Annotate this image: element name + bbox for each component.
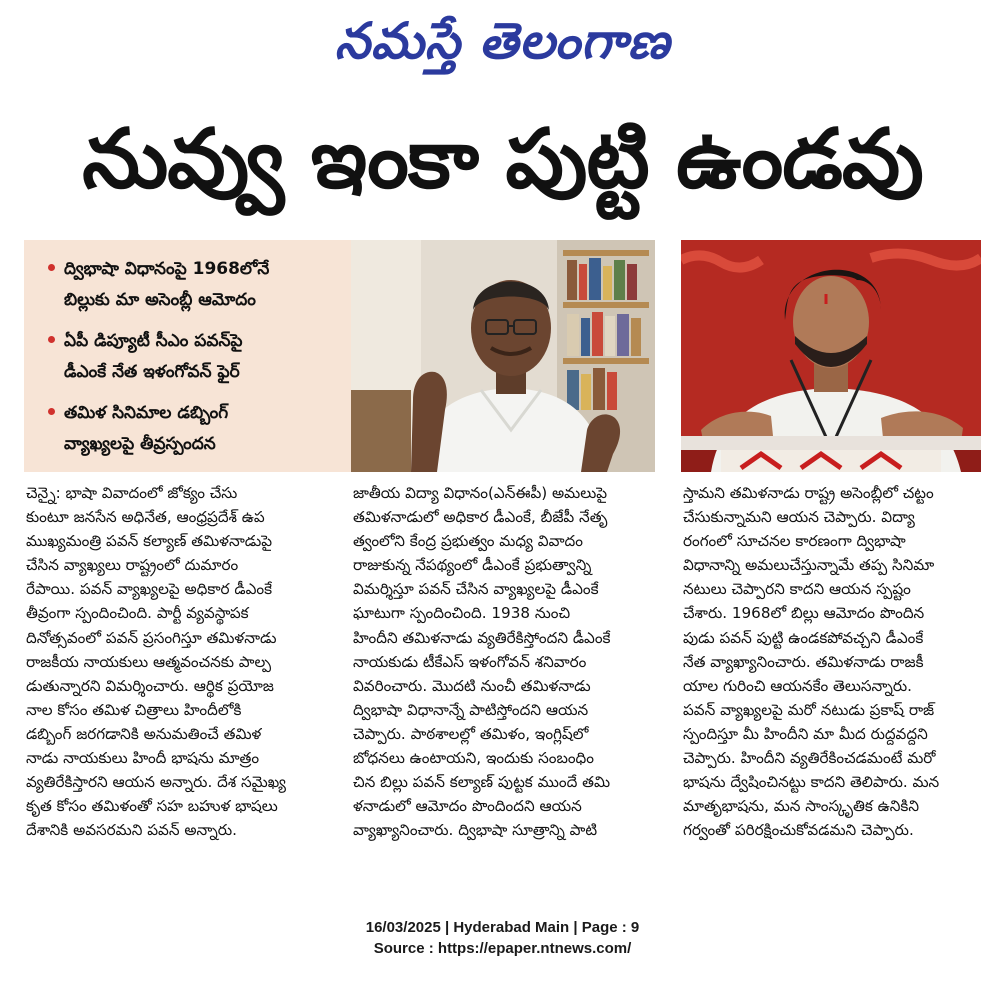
highlight-line: బిల్లుకు మా అసెంబ్లీ ఆమోదం: [64, 290, 256, 310]
article-line: బోధనలు ఉంటాయని, ఇందుకు సంబంధిం: [353, 749, 594, 768]
highlight-line: వ్యాఖ్యలపై తీవ్రస్పందన: [64, 434, 216, 454]
highlight-line: డీఎంకే నేత ఇళంగోవన్ ఫైర్: [64, 362, 240, 382]
article-line: ముఖ్యమంత్రి పవన్ కల్యాణ్ తమిళనాడుపై: [26, 532, 273, 551]
article-line: నాడు నాయకులు హిందీ భాషను మాత్రం: [26, 749, 260, 768]
article-line: చిన బిల్లు పవన్ కల్యాణ్ పుట్టక ముందే తమి: [353, 773, 611, 792]
article-column-3: [683, 481, 981, 842]
article-line: దేశానికి అవసరమని పవన్ అన్నారు.: [26, 821, 237, 840]
article-line: గర్వంతో పరిరక్షించుకోవడమని చెప్పారు.: [683, 821, 914, 840]
article-line: ద్విభాషా విధానాన్నే పాటిస్తోందని ఆయన: [353, 700, 589, 719]
article-line: తీవ్రంగా స్పందించింది. పార్టీ వ్యవస్థాపక: [26, 604, 249, 623]
article-line: రాజకీయ నాయకులు ఆత్మవంచనకు పాల్ప: [26, 652, 272, 671]
article-line: రాజుకున్న నేపథ్యంలో డీఎంకే ప్రభుత్వాన్ని: [353, 556, 592, 575]
article-line: త్వంలోని కేంద్ర ప్రభుత్వం మధ్య వివాదం: [353, 532, 583, 551]
article-line: పవన్ వ్యాఖ్యలపై మరో నటుడు ప్రకాష్ రాజ్: [683, 700, 935, 719]
article-line: విమర్శిస్తూ పవన్ చేసిన వ్యాఖ్యలపై డీఎంకే: [353, 580, 599, 599]
article-line: పుడు పవన్ పుట్టి ఉండకపోవచ్చని డీఎంకే: [683, 628, 924, 647]
bullet-icon: [48, 408, 55, 415]
article-line: ఘాటుగా స్పందించింది. 1938 నుంచి: [353, 604, 571, 623]
footer-edition-info: 16/03/2025 | Hyderabad Main | Page : 9: [365, 919, 640, 936]
article-line: కుంటూ జనసేన అధినేత, ఆంధ్రప్రదేశ్ ఉప: [26, 508, 265, 527]
article-line: వ్యాఖ్యానించారు. ద్విభాషా సూత్రాన్ని పాటి: [353, 821, 598, 840]
article-line: చేశారు. 1968లో బిల్లు ఆమోదం పొందిన: [683, 604, 925, 623]
photo-dmk-leader-illustration: [351, 240, 655, 472]
article-line: ళనాడులో ఆమోదం పొందిందని ఆయన: [353, 797, 582, 816]
highlight-item: [48, 254, 340, 316]
bullet-icon: [48, 336, 55, 343]
highlight-item: [48, 398, 340, 460]
bullet-icon: [48, 264, 55, 271]
page-footer: [0, 917, 1005, 959]
article-line: హిందీని తమిళనాడు వ్యతిరేకిస్తోందని డీఎంకే: [353, 628, 611, 647]
article-line: నాయకుడు టీకేఎస్ ఇళంగోవన్ శనివారం: [353, 652, 587, 671]
article-line: చేసుకున్నామని ఆయన చెప్పారు. విద్యా: [683, 508, 915, 527]
article-column-1: [26, 481, 349, 842]
highlights-box: [24, 240, 352, 472]
article-column-2: [353, 481, 654, 842]
article-line: నటులు చెప్పారని కాదని ఆయన స్పష్టం: [683, 580, 911, 599]
article-line: తమిళనాడులో అధికార డీఎంకే, బీజేపీ నేతృ: [353, 508, 608, 527]
highlight-line: ఏపీ డిప్యూటీ సీఎం పవన్‌పై: [64, 331, 243, 351]
photo-pawan-kalyan: [681, 240, 981, 472]
photo-dmk-leader: [351, 240, 655, 472]
masthead-logo: నమస్తే తెలంగాణ: [334, 11, 671, 70]
article-line: మాతృభాషను, మన సాంస్కృతిక ఉనికిని: [683, 797, 920, 816]
footer-source-link[interactable]: Source : https://epaper.ntnews.com/: [373, 940, 632, 957]
photo-pawan-kalyan-illustration: [681, 240, 981, 472]
article-line: జాతీయ విద్యా విధానం(ఎన్‌ఈపీ) అమలుపై: [353, 484, 608, 502]
article-line: వ్యతిరేకిస్తారని ఆయన అన్నారు. దేశ సమైఖ్య: [26, 773, 286, 792]
article-line: రంగంలో సూచనల కారణంగా ద్విభాషా: [683, 532, 906, 551]
article-line: చెప్పారు. పాఠశాలల్లో తమిళం, ఇంగ్లిష్‌లో: [353, 724, 589, 743]
article-line: చెప్పారు. హిందీని వ్యతిరేకించడమంటే మరో: [683, 749, 936, 768]
article-line: భాషను ద్వేషించినట్టు కాదని తెలిపారు. మన: [683, 773, 940, 792]
article-line: దినోత్సవంలో పవన్ ప్రసంగిస్తూ తమిళనాడు: [26, 628, 277, 647]
article-line: డబ్బింగ్ జరగడానికి అనుమతించే తమిళ: [26, 724, 262, 743]
highlight-item: [48, 326, 340, 388]
article-line: రేపాయి. పవన్ వ్యాఖ్యలపై అధికార డీఎంకే: [26, 580, 272, 599]
article-line: కృత కోసం తమిళంతో సహ బహుళ భాషలు: [26, 797, 278, 816]
article-line: స్పందిస్తూ మీ హిందీని మా మీద రుద్దవద్దని: [683, 724, 928, 743]
article-line: నాల కోసం తమిళ చిత్రాలు హిందీలోకి: [26, 700, 242, 719]
article-line: విధానాన్ని అమలుచేస్తున్నామే తప్ప సినిమా: [683, 556, 935, 575]
article-line: చేసిన వ్యాఖ్యలు రాష్ట్రంలో దుమారం: [26, 556, 239, 575]
article-line: యాల గురించి ఆయనకేం తెలుసన్నారు.: [683, 676, 912, 695]
article-line: డుతున్నారని విమర్శించారు. ఆర్థిక ప్రయోజ: [26, 676, 274, 695]
headline: నువ్వు ఇంకా పుట్టి ఉండవు: [82, 112, 923, 207]
highlight-line: తమిళ సినిమాల డబ్బింగ్: [64, 403, 229, 423]
highlight-line: ద్విభాషా విధానంపై 1968లోనే: [64, 259, 270, 279]
article-line: చెన్నై: భాషా వివాదంలో జోక్యం చేసు: [26, 484, 238, 502]
article-line: స్తామని తమిళనాడు రాష్ట్ర అసెంబ్లీలో చట్టం: [683, 484, 934, 502]
article-line: నేత వ్యాఖ్యానించారు. తమిళనాడు రాజకీ: [683, 652, 924, 671]
article-line: వివరించారు. మొదటి నుంచీ తమిళనాడు: [353, 676, 591, 695]
